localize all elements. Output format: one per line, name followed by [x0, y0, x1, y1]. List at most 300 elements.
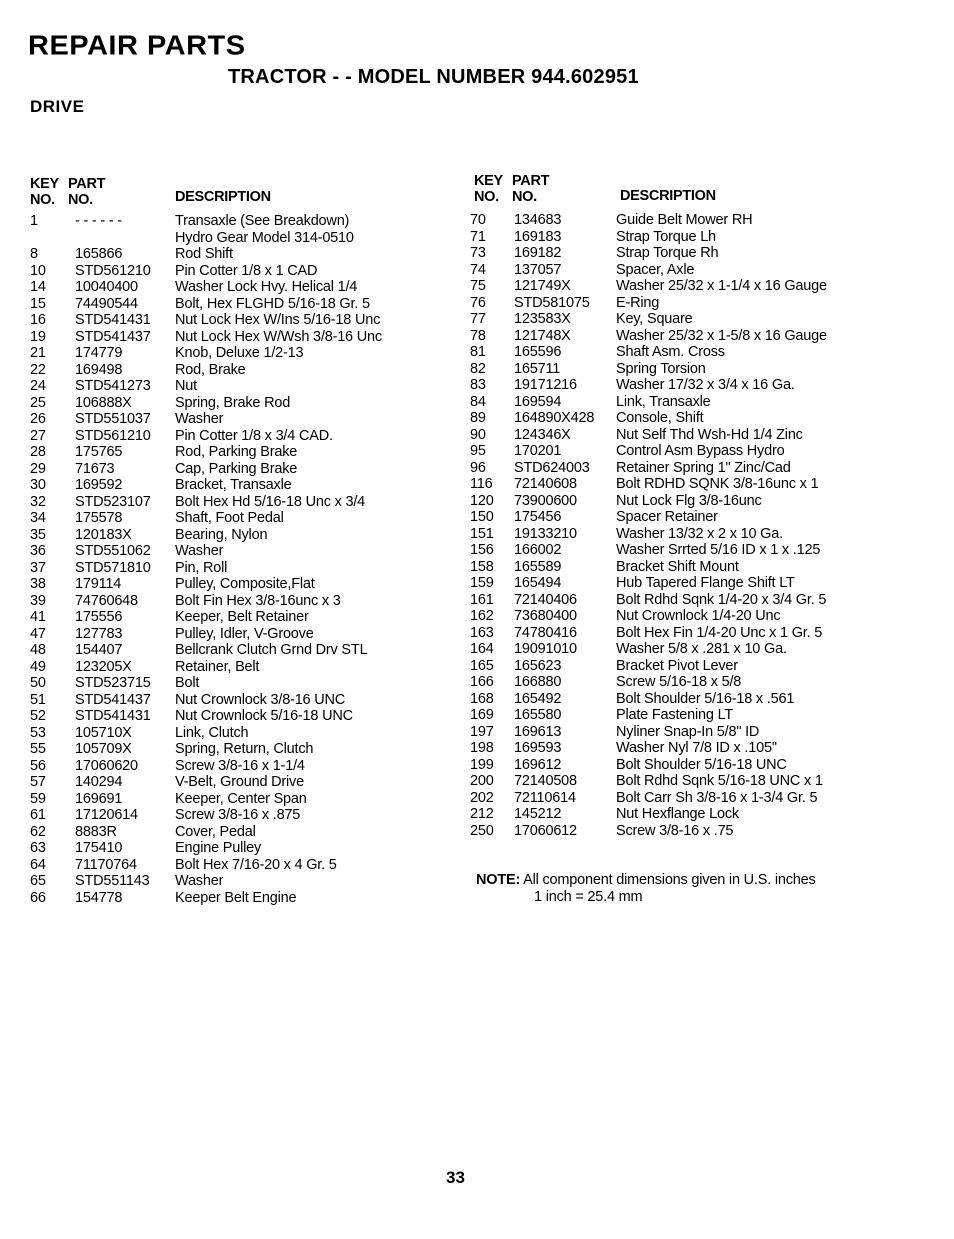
parts-row [470, 806, 910, 823]
part-description: Washer 25/32 x 1-5/8 x 16 Gauge [616, 327, 827, 344]
part-number: 124346X [514, 426, 571, 443]
left-description-header: DESCRIPTION [175, 189, 271, 205]
part-number: 165866 [75, 246, 123, 262]
part-description: Keeper, Belt Retainer [175, 609, 309, 625]
parts-row [30, 824, 450, 841]
part-description: Keeper Belt Engine [175, 889, 297, 906]
key-number: 65 [30, 873, 46, 889]
parts-row [470, 361, 910, 378]
part-number: 175556 [75, 609, 123, 625]
part-description: Bolt Fin Hex 3/8-16unc x 3 [175, 592, 341, 609]
key-number: 30 [30, 477, 46, 493]
part-description: Pin, Roll [175, 559, 228, 576]
right-key-no-header [474, 173, 503, 205]
part-description: Spring, Brake Rod [175, 394, 291, 411]
key-number: 24 [30, 378, 46, 394]
part-description: Strap Torque Lh [616, 228, 716, 245]
part-description: Control Asm Bypass Hydro [616, 443, 785, 459]
part-number: 17120614 [75, 807, 138, 823]
part-description: Plate Fastening LT [616, 707, 734, 723]
parts-row [30, 758, 450, 775]
key-number: 74 [470, 261, 486, 278]
part-description: Washer Nyl 7/8 ID x .105" [616, 740, 777, 756]
parts-row [30, 477, 450, 494]
key-number: 200 [470, 773, 494, 789]
key-number: 202 [470, 789, 494, 806]
parts-row [470, 608, 910, 625]
parts-row [30, 279, 450, 296]
key-number: 28 [30, 444, 46, 460]
parts-row [470, 559, 910, 576]
key-number: 49 [30, 658, 46, 675]
parts-row [30, 230, 450, 247]
part-description: Nut Lock Hex W/Wsh 3/8-16 Unc [175, 328, 382, 345]
key-number: 75 [470, 278, 486, 294]
key-number: 57 [30, 774, 46, 790]
key-number: 48 [30, 642, 46, 658]
key-number: 120 [470, 492, 494, 509]
parts-row [470, 691, 910, 708]
part-number: 134683 [514, 212, 562, 228]
part-number: 123583X [514, 311, 571, 327]
part-description: Engine Pulley [175, 840, 262, 856]
key-number: 96 [470, 459, 486, 476]
parts-row [30, 807, 450, 824]
part-number: 169691 [75, 790, 123, 807]
part-number: 175765 [75, 444, 123, 460]
key-number: 90 [470, 426, 486, 443]
section-heading: DRIVE [30, 97, 85, 116]
part-number: STD541431 [75, 708, 151, 724]
part-number: - - - - - - [75, 213, 122, 229]
part-description: Guide Belt Mower RH [616, 212, 753, 228]
part-number: 165711 [514, 360, 561, 377]
part-number: 169594 [514, 393, 562, 410]
parts-row [30, 791, 450, 808]
key-number: 14 [30, 279, 46, 295]
key-number: 55 [30, 741, 46, 757]
parts-row [30, 329, 450, 346]
part-number: 165623 [514, 657, 562, 674]
part-number: 166880 [514, 674, 562, 690]
part-number: 8883R [75, 823, 117, 840]
part-number: 106888X [75, 394, 132, 411]
key-number: 50 [30, 675, 46, 691]
part-number: 73900600 [514, 492, 577, 509]
part-description: Pulley, Idler, V-Groove [175, 625, 314, 642]
parts-row [30, 857, 450, 874]
key-number: 29 [30, 460, 46, 477]
part-description: Nut Crownlock 1/4-20 Unc [616, 608, 781, 624]
key-number: 64 [30, 856, 46, 873]
part-number: 175578 [75, 510, 123, 526]
part-description: Screw 3/8-16 x .875 [175, 807, 301, 823]
parts-row [30, 626, 450, 643]
key-number: 22 [30, 361, 46, 378]
parts-row [30, 543, 450, 560]
key-number: 156 [470, 542, 494, 558]
note-line1 [476, 872, 816, 889]
part-number: 175456 [514, 509, 562, 525]
part-description: Bearing, Nylon [175, 526, 268, 543]
parts-row [30, 345, 450, 362]
key-number: 61 [30, 807, 46, 823]
parts-row [470, 575, 910, 592]
key-number: 158 [470, 558, 494, 575]
part-number: 154778 [75, 889, 123, 906]
parts-row [30, 296, 450, 313]
right-parts-list [470, 212, 910, 839]
key-number: 35 [30, 526, 46, 543]
key-number: 76 [470, 294, 486, 311]
left-key-header-line1: KEY [30, 176, 59, 192]
key-number: 16 [30, 312, 46, 328]
parts-row [470, 740, 910, 757]
part-number: 10040400 [75, 279, 138, 295]
parts-row [470, 724, 910, 741]
part-description: Nut Crownlock 5/16-18 UNC [175, 708, 353, 724]
part-description: Link, Transaxle [616, 393, 711, 410]
part-number: 169182 [514, 245, 562, 261]
part-number: STD523107 [75, 493, 151, 510]
key-number: 169 [470, 707, 494, 723]
part-description: Bolt Hex Fin 1/4-20 Unc x 1 Gr. 5 [616, 624, 823, 641]
parts-row [30, 378, 450, 395]
parts-row [30, 642, 450, 659]
parts-row [30, 510, 450, 527]
parts-row [30, 213, 450, 230]
part-number: 169183 [514, 228, 562, 245]
part-number: STD551062 [75, 543, 151, 559]
part-description: Washer 13/32 x 2 x 10 Ga. [616, 525, 783, 542]
key-number: 199 [470, 756, 494, 773]
parts-row [30, 890, 450, 907]
key-number: 47 [30, 625, 46, 642]
part-number: 165494 [514, 575, 562, 591]
model-subtitle: TRACTOR - - MODEL NUMBER 944.602951 [228, 66, 639, 88]
note-line2: 1 inch = 25.4 mm [534, 888, 643, 905]
part-number: 71170764 [75, 856, 137, 873]
key-number: 77 [470, 311, 486, 327]
part-number: 169592 [75, 477, 123, 493]
key-number: 59 [30, 790, 46, 807]
part-number: 120183X [75, 526, 132, 543]
page-title: REPAIR PARTS [28, 30, 246, 62]
part-description: E-Ring [616, 294, 660, 311]
part-description: Key, Square [616, 311, 693, 327]
key-number: 36 [30, 543, 46, 559]
part-description: Washer 17/32 x 3/4 x 16 Ga. [616, 377, 795, 393]
part-number: 105709X [75, 741, 132, 757]
parts-row [30, 840, 450, 857]
parts-row [470, 823, 910, 840]
key-number: 163 [470, 624, 494, 641]
part-description: Hydro Gear Model 314-0510 [175, 229, 354, 246]
part-number: 123205X [75, 658, 132, 675]
right-part-header-line1: PART [512, 173, 550, 189]
part-number: STD551037 [75, 411, 151, 427]
part-description: Rod, Parking Brake [175, 444, 298, 460]
key-number: 51 [30, 691, 46, 708]
part-number: STD551143 [75, 873, 150, 889]
parts-row [470, 245, 910, 262]
parts-row [470, 674, 910, 691]
left-part-header-line2: NO. [68, 192, 93, 208]
part-number: 166002 [514, 542, 562, 558]
part-description: Nut Lock Hex W/Ins 5/16-18 Unc [175, 312, 381, 328]
part-number: STD541273 [75, 378, 151, 394]
page-number: 33 [446, 1168, 465, 1187]
parts-row [470, 394, 910, 411]
key-number: 15 [30, 295, 46, 312]
part-number: 72140406 [514, 591, 577, 608]
part-description: Washer [175, 543, 224, 559]
parts-row [470, 427, 910, 444]
part-description: Bellcrank Clutch Grnd Drv STL [175, 642, 368, 658]
part-description: Strap Torque Rh [616, 245, 719, 261]
part-number: STD541437 [75, 328, 151, 345]
key-number: 198 [470, 740, 494, 756]
key-number: 53 [30, 724, 46, 741]
part-number: 121748X [514, 327, 571, 344]
part-description: Rod Shift [175, 246, 233, 262]
parts-row [470, 443, 910, 460]
key-number: 162 [470, 608, 494, 624]
part-number: 17060612 [514, 822, 577, 839]
part-number: STD571810 [75, 559, 151, 576]
key-number: 41 [30, 609, 46, 625]
part-description: Bolt, Hex FLGHD 5/16-18 Gr. 5 [175, 295, 370, 312]
parts-row [470, 295, 910, 312]
parts-row [30, 609, 450, 626]
note-label: NOTE: [476, 872, 521, 888]
parts-row [30, 411, 450, 428]
part-number: 164890X428 [514, 410, 595, 426]
key-number: 161 [470, 591, 494, 608]
parts-row [470, 344, 910, 361]
parts-row [470, 410, 910, 427]
right-description-header: DESCRIPTION [620, 188, 716, 204]
part-number: 72140508 [514, 773, 577, 789]
parts-row [470, 757, 910, 774]
part-number: 74490544 [75, 295, 138, 312]
part-number: 19091010 [514, 641, 577, 657]
part-description: Cover, Pedal [175, 823, 256, 840]
parts-row [470, 377, 910, 394]
part-number: 165492 [514, 690, 562, 707]
part-number: 74760648 [75, 592, 138, 609]
parts-row [30, 527, 450, 544]
parts-row [30, 675, 450, 692]
key-number: 84 [470, 393, 486, 410]
part-description: Pin Cotter 1/8 x 1 CAD [175, 262, 318, 279]
part-number: 71673 [75, 460, 115, 477]
parts-row [30, 741, 450, 758]
left-parts-list [30, 213, 450, 906]
part-description: Rod, Brake [175, 361, 246, 378]
part-description: Bolt Hex Hd 5/16-18 Unc x 3/4 [175, 493, 366, 510]
part-description: Spacer Retainer [616, 509, 718, 525]
part-number: 165596 [514, 344, 562, 360]
part-number: 175410 [75, 840, 123, 856]
key-number: 56 [30, 757, 46, 774]
part-number: 169612 [514, 756, 562, 773]
part-number: 169593 [514, 740, 562, 756]
part-description: Hub Tapered Flange Shift LT [616, 575, 795, 591]
parts-row [30, 560, 450, 577]
part-description: Bracket, Transaxle [175, 477, 292, 493]
parts-row [30, 774, 450, 791]
right-key-header-line2: NO. [474, 189, 499, 205]
part-number: 72110614 [514, 789, 576, 806]
parts-row [470, 509, 910, 526]
parts-row [30, 246, 450, 263]
parts-row [30, 362, 450, 379]
part-description: Bolt Shoulder 5/16-18 UNC [616, 756, 787, 773]
part-description: Bolt Rdhd Sqnk 1/4-20 x 3/4 Gr. 5 [616, 591, 827, 608]
part-description: Screw 3/8-16 x 1-1/4 [175, 757, 305, 774]
key-number: 52 [30, 708, 46, 724]
part-number: 140294 [75, 774, 123, 790]
part-description: Nyliner Snap-In 5/8" ID [616, 723, 760, 740]
parts-row [470, 542, 910, 559]
key-number: 19 [30, 328, 46, 345]
left-part-no-header [68, 176, 105, 208]
key-number: 32 [30, 493, 46, 510]
parts-row [30, 312, 450, 329]
parts-row [470, 212, 910, 229]
parts-row [470, 625, 910, 642]
key-number: 159 [470, 575, 494, 591]
part-description: Screw 3/8-16 x .75 [616, 822, 734, 839]
key-number: 25 [30, 394, 46, 411]
part-number: 137057 [514, 261, 562, 278]
parts-row [470, 493, 910, 510]
part-description: Washer [175, 411, 224, 427]
parts-row [30, 494, 450, 511]
part-number: 165589 [514, 558, 562, 575]
part-number: 19171216 [514, 377, 577, 393]
left-key-no-header [30, 176, 59, 208]
part-number: 145212 [514, 806, 562, 822]
part-description: Spacer, Axle [616, 261, 695, 278]
left-key-header-line2: NO. [30, 192, 55, 208]
key-number: 81 [470, 344, 486, 360]
key-number: 38 [30, 576, 46, 592]
key-number: 166 [470, 674, 494, 690]
part-description: Washer 25/32 x 1-1/4 x 16 Gauge [616, 278, 827, 294]
part-description: Bolt Hex 7/16-20 x 4 Gr. 5 [175, 856, 337, 873]
key-number: 34 [30, 510, 46, 526]
key-number: 27 [30, 427, 46, 444]
parts-row [470, 526, 910, 543]
key-number: 10 [30, 262, 46, 279]
part-description: Spring, Return, Clutch [175, 741, 314, 757]
part-description: Washer Lock Hvy. Helical 1/4 [175, 279, 358, 295]
part-description: V-Belt, Ground Drive [175, 774, 304, 790]
key-number: 89 [470, 410, 486, 426]
part-description: Transaxle (See Breakdown) [175, 213, 350, 229]
part-description: Bolt Carr Sh 3/8-16 x 1-3/4 Gr. 5 [616, 789, 818, 806]
key-number: 39 [30, 592, 46, 609]
part-description: Screw 5/16-18 x 5/8 [616, 674, 742, 690]
parts-row [30, 708, 450, 725]
parts-row [30, 461, 450, 478]
part-description: Bolt RDHD SQNK 3/8-16unc x 1 [616, 476, 819, 492]
part-number: 121749X [514, 278, 571, 294]
parts-row [470, 773, 910, 790]
parts-row [470, 328, 910, 345]
part-number: 74780416 [514, 624, 577, 641]
part-number: 169613 [514, 723, 562, 740]
part-description: Nut [175, 378, 197, 394]
parts-row [30, 725, 450, 742]
part-number: 154407 [75, 642, 123, 658]
part-description: Nut Hexflange Lock [616, 806, 739, 822]
part-number: STD523715 [75, 675, 151, 691]
part-number: STD561210 [75, 427, 151, 444]
part-description: Retainer Spring 1" Zinc/Cad [616, 459, 791, 476]
part-description: Washer [175, 873, 224, 889]
part-description: Knob, Deluxe 1/2-13 [175, 345, 304, 361]
parts-row [470, 262, 910, 279]
key-number: 116 [470, 476, 493, 492]
part-number: 165580 [514, 707, 562, 723]
parts-row [470, 476, 910, 493]
parts-row [30, 593, 450, 610]
part-description: Bolt [175, 675, 200, 691]
key-number: 63 [30, 840, 46, 856]
part-number: STD541431 [75, 312, 151, 328]
part-description: Nut Self Thd Wsh-Hd 1/4 Zinc [616, 426, 803, 443]
note-text: All component dimensions given in U.S. inches [523, 872, 816, 888]
part-description: Shaft, Foot Pedal [175, 510, 284, 526]
parts-row [30, 444, 450, 461]
part-number: 179114 [75, 576, 122, 592]
part-number: 17060620 [75, 757, 138, 774]
key-number: 62 [30, 823, 46, 840]
parts-row [470, 592, 910, 609]
part-number: STD581075 [514, 294, 590, 311]
key-number: 83 [470, 377, 486, 393]
parts-row [30, 659, 450, 676]
parts-row [470, 707, 910, 724]
parts-row [30, 873, 450, 890]
parts-row [470, 311, 910, 328]
part-number: 174779 [75, 345, 123, 361]
parts-row [470, 641, 910, 658]
part-description: Pulley, Composite,Flat [175, 576, 315, 592]
key-number: 71 [470, 228, 486, 245]
part-description: Nut Crownlock 3/8-16 UNC [175, 691, 346, 708]
key-number: 26 [30, 411, 46, 427]
part-number: 19133210 [514, 525, 577, 542]
part-description: Bolt Shoulder 5/16-18 x .561 [616, 690, 795, 707]
part-description: Cap, Parking Brake [175, 460, 298, 477]
part-description: Bracket Shift Mount [616, 558, 739, 575]
right-part-no-header [512, 173, 549, 205]
key-number: 66 [30, 889, 46, 906]
key-number: 37 [30, 559, 46, 576]
part-description: Bolt Rdhd Sqnk 5/16-18 UNC x 1 [616, 773, 823, 789]
key-number: 78 [470, 327, 486, 344]
key-number: 168 [470, 690, 494, 707]
key-number: 150 [470, 509, 494, 525]
parts-row [470, 278, 910, 295]
parts-row [470, 790, 910, 807]
parts-row [30, 428, 450, 445]
part-description: Spring Torsion [616, 360, 706, 377]
